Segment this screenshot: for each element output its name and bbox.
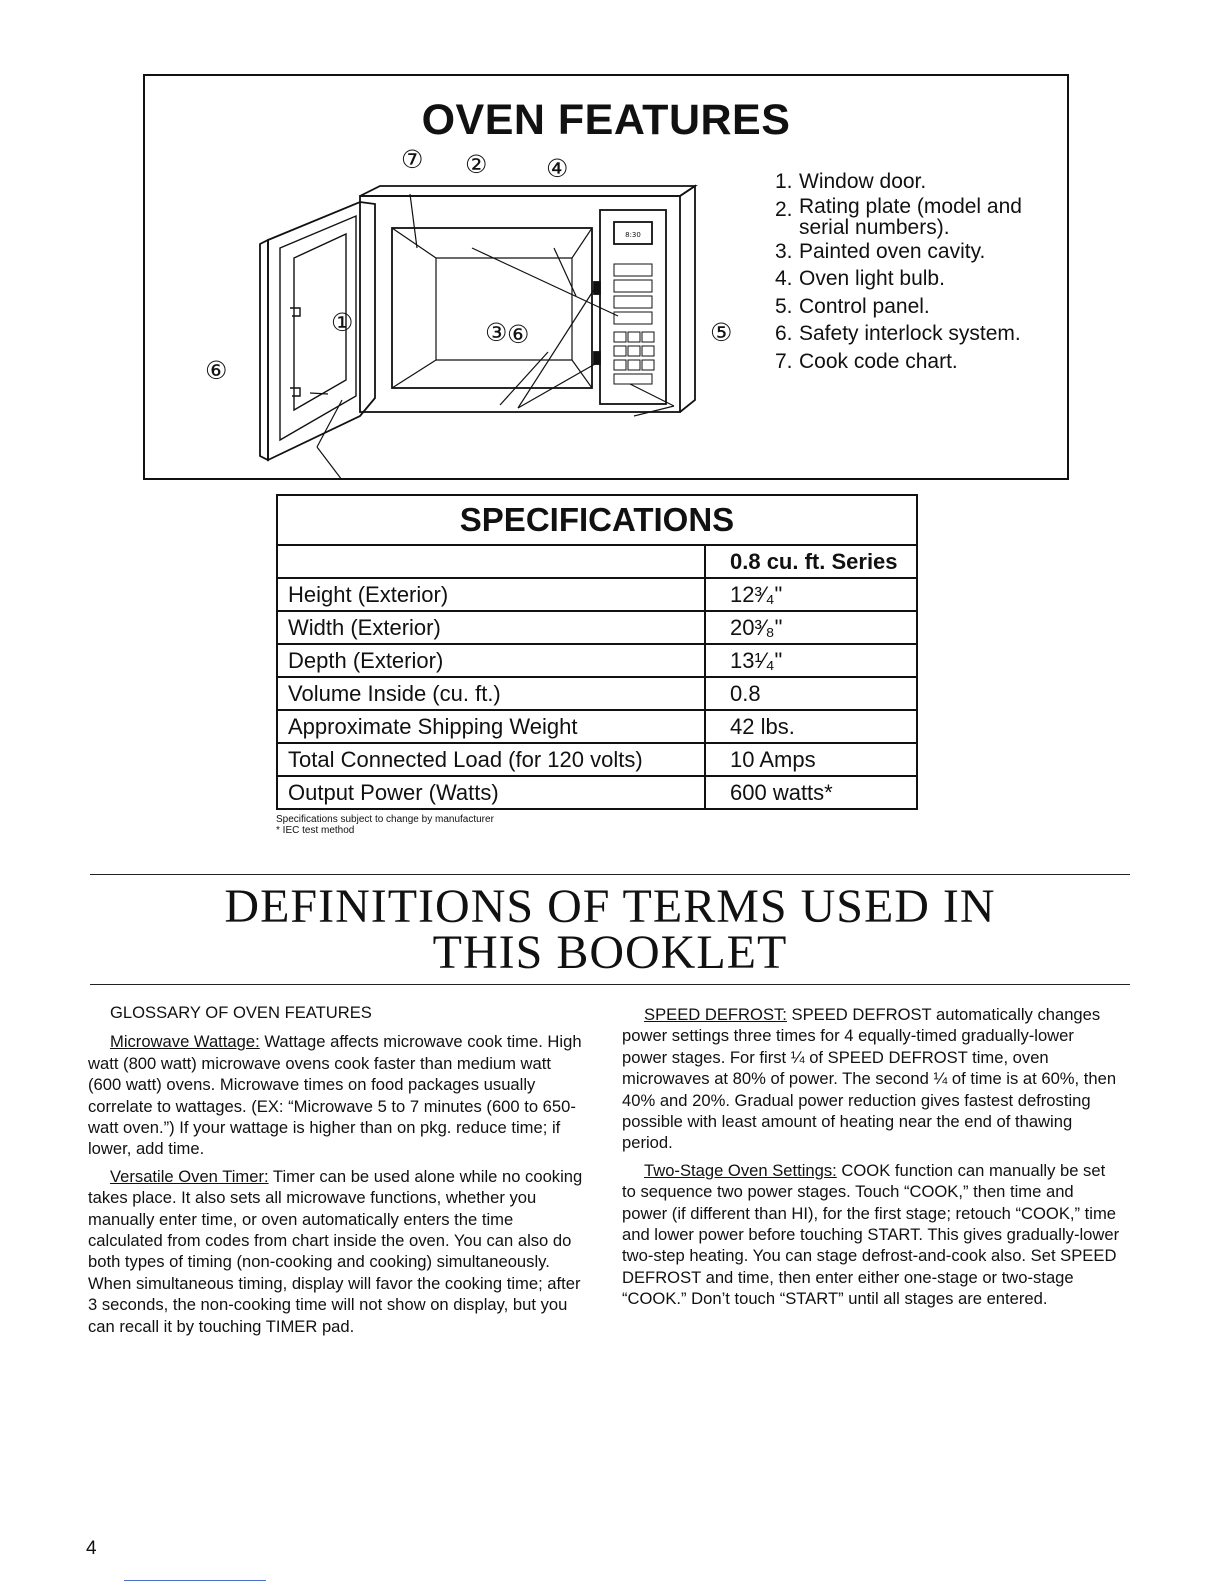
oven-features-box bbox=[143, 74, 1069, 480]
callout-1: ① bbox=[331, 308, 354, 337]
term-defrost: SPEED DEFROST: bbox=[644, 1005, 787, 1024]
table-row bbox=[277, 710, 917, 743]
spec-value: 10 Amps bbox=[705, 743, 917, 776]
spec-label: Volume Inside (cu. ft.) bbox=[277, 677, 705, 710]
specifications-table bbox=[276, 494, 918, 810]
table-row bbox=[277, 578, 917, 611]
spec-label: Depth (Exterior) bbox=[277, 644, 705, 677]
page-number: 4 bbox=[86, 1538, 97, 1559]
spec-label: Total Connected Load (for 120 volts) bbox=[277, 743, 705, 776]
table-row bbox=[277, 743, 917, 776]
wattage-text: Wattage affects microwave cook time. High watt (800 watt) microwave ovens cook faster than medium watt (600 watt) ovens. Microwave times on food packages usually correlate to wattages. (EX: “Microwave 5 to 7 minutes (600 to 650-watt oven.”) If your wattage is higher than on pkg. reduce time; if lower, add time. bbox=[88, 1032, 582, 1159]
glossary-heading: GLOSSARY OF OVEN FEATURES bbox=[110, 1003, 372, 1022]
spec-value: 42 lbs. bbox=[705, 710, 917, 743]
table-header-blank bbox=[277, 545, 705, 578]
feature-item: 7. Cook code chart. bbox=[775, 349, 958, 373]
spec-note: * IEC test method bbox=[276, 825, 355, 836]
spec-value: 600 watts* bbox=[705, 776, 917, 809]
table-row bbox=[277, 644, 917, 677]
callout-4: ④ bbox=[546, 154, 569, 183]
table-row bbox=[277, 776, 917, 809]
specifications-section bbox=[276, 494, 918, 836]
spec-value: 20³⁄₈" bbox=[705, 611, 917, 644]
glossary-entry-defrost bbox=[622, 1004, 1122, 1154]
timer-text: Timer can be used alone while no cooking takes place. It also sets all microwave functions, whether you manually enter time, or oven automatically enters the time calculated from codes from chart inside the oven. You can also do both types of timing (non-cooking and cooking) simultaneously. When simultaneous timing, display will favor the cooking time; after 3 seconds, the non-cooking time will not show on display, but you can recall it by touching TIMER pad. bbox=[88, 1166, 583, 1336]
feature-item: 6. Safety interlock system. bbox=[775, 322, 1021, 345]
table-row bbox=[277, 611, 917, 644]
specifications-title: SPECIFICATIONS bbox=[277, 495, 917, 545]
spec-note: Specifications subject to change by manufacturer bbox=[276, 814, 494, 825]
feature-item: 4. Oven light bulb. bbox=[775, 267, 945, 290]
spec-value: 12³⁄₄" bbox=[705, 578, 917, 611]
spec-value: 0.8 bbox=[705, 677, 917, 710]
feature-item: 2. Rating plate (model and serial numbers). bbox=[775, 194, 1022, 239]
glossary-entry-two-stage bbox=[622, 1160, 1122, 1310]
bottom-divider bbox=[124, 1580, 266, 1581]
table-header-row bbox=[277, 545, 917, 578]
glossary-left-column bbox=[88, 1002, 588, 1343]
term-wattage: Microwave Wattage: bbox=[110, 1032, 260, 1052]
feature-item: 3. Painted oven cavity. bbox=[775, 239, 986, 263]
callout-6: ⑥ bbox=[507, 320, 530, 349]
term-two-stage: Two-Stage Oven Settings: bbox=[644, 1160, 837, 1180]
definitions-title bbox=[90, 880, 1130, 979]
definitions-title-line: DEFINITIONS OF TERMS USED IN bbox=[224, 880, 996, 933]
spec-label: Approximate Shipping Weight bbox=[277, 710, 705, 743]
callout-7: ⑦ bbox=[401, 145, 424, 174]
term-timer: Versatile Oven Timer: bbox=[110, 1166, 269, 1186]
feature-item: 5. Control panel. bbox=[775, 294, 930, 318]
glossary-entry-timer bbox=[88, 1166, 588, 1337]
callout-6-door: ⑥ bbox=[205, 356, 228, 385]
two-stage-text: COOK function can manually be set to sequence two power stages. Touch “COOK,” then time and power (if different than HI), for the first stage; retouch “COOK,” time and lower power before touching START. This gives gradually-lower two-step heating. You can stage defrost-and-cook also. Set SPEED DEFROST and time, then enter either one-stage or two-stage “COOK.” Don’t touch “START” until all stages are entered. bbox=[622, 1160, 1120, 1309]
specification-notes bbox=[276, 814, 918, 836]
divider-bottom bbox=[90, 984, 1130, 985]
defrost-text: SPEED DEFROST automatically changes power settings three times for 4 equally-timed gradually-lower power stages. For first ¼ of SPEED DEFROST time, oven microwaves at 80% of power. The second ¼ of time is at 60%, then 40% and 20%. Gradual power reduction gives fastest defrosting possible with least amount of heating near the end of thawing period. bbox=[622, 1005, 1117, 1153]
glossary-entry-wattage bbox=[88, 1031, 588, 1159]
glossary-right-column bbox=[622, 1004, 1122, 1316]
callout-2: ② bbox=[465, 150, 488, 179]
spec-value: 13¹⁄₄" bbox=[705, 644, 917, 677]
callout-3: ③ bbox=[485, 318, 508, 347]
callout-5: ⑤ bbox=[710, 318, 733, 347]
spec-label: Height (Exterior) bbox=[277, 578, 705, 611]
spec-label: Width (Exterior) bbox=[277, 611, 705, 644]
oven-features-list bbox=[775, 168, 1039, 375]
table-row bbox=[277, 677, 917, 710]
series-header: 0.8 cu. ft. Series bbox=[705, 545, 917, 578]
oven-features-title: OVEN FEATURES bbox=[421, 96, 791, 144]
feature-item: 1. Window door. bbox=[775, 170, 927, 193]
divider-top bbox=[90, 874, 1130, 875]
panel-display: 8:30 bbox=[625, 231, 641, 239]
definitions-title-line: THIS BOOKLET bbox=[432, 926, 788, 979]
spec-label: Output Power (Watts) bbox=[277, 776, 705, 809]
